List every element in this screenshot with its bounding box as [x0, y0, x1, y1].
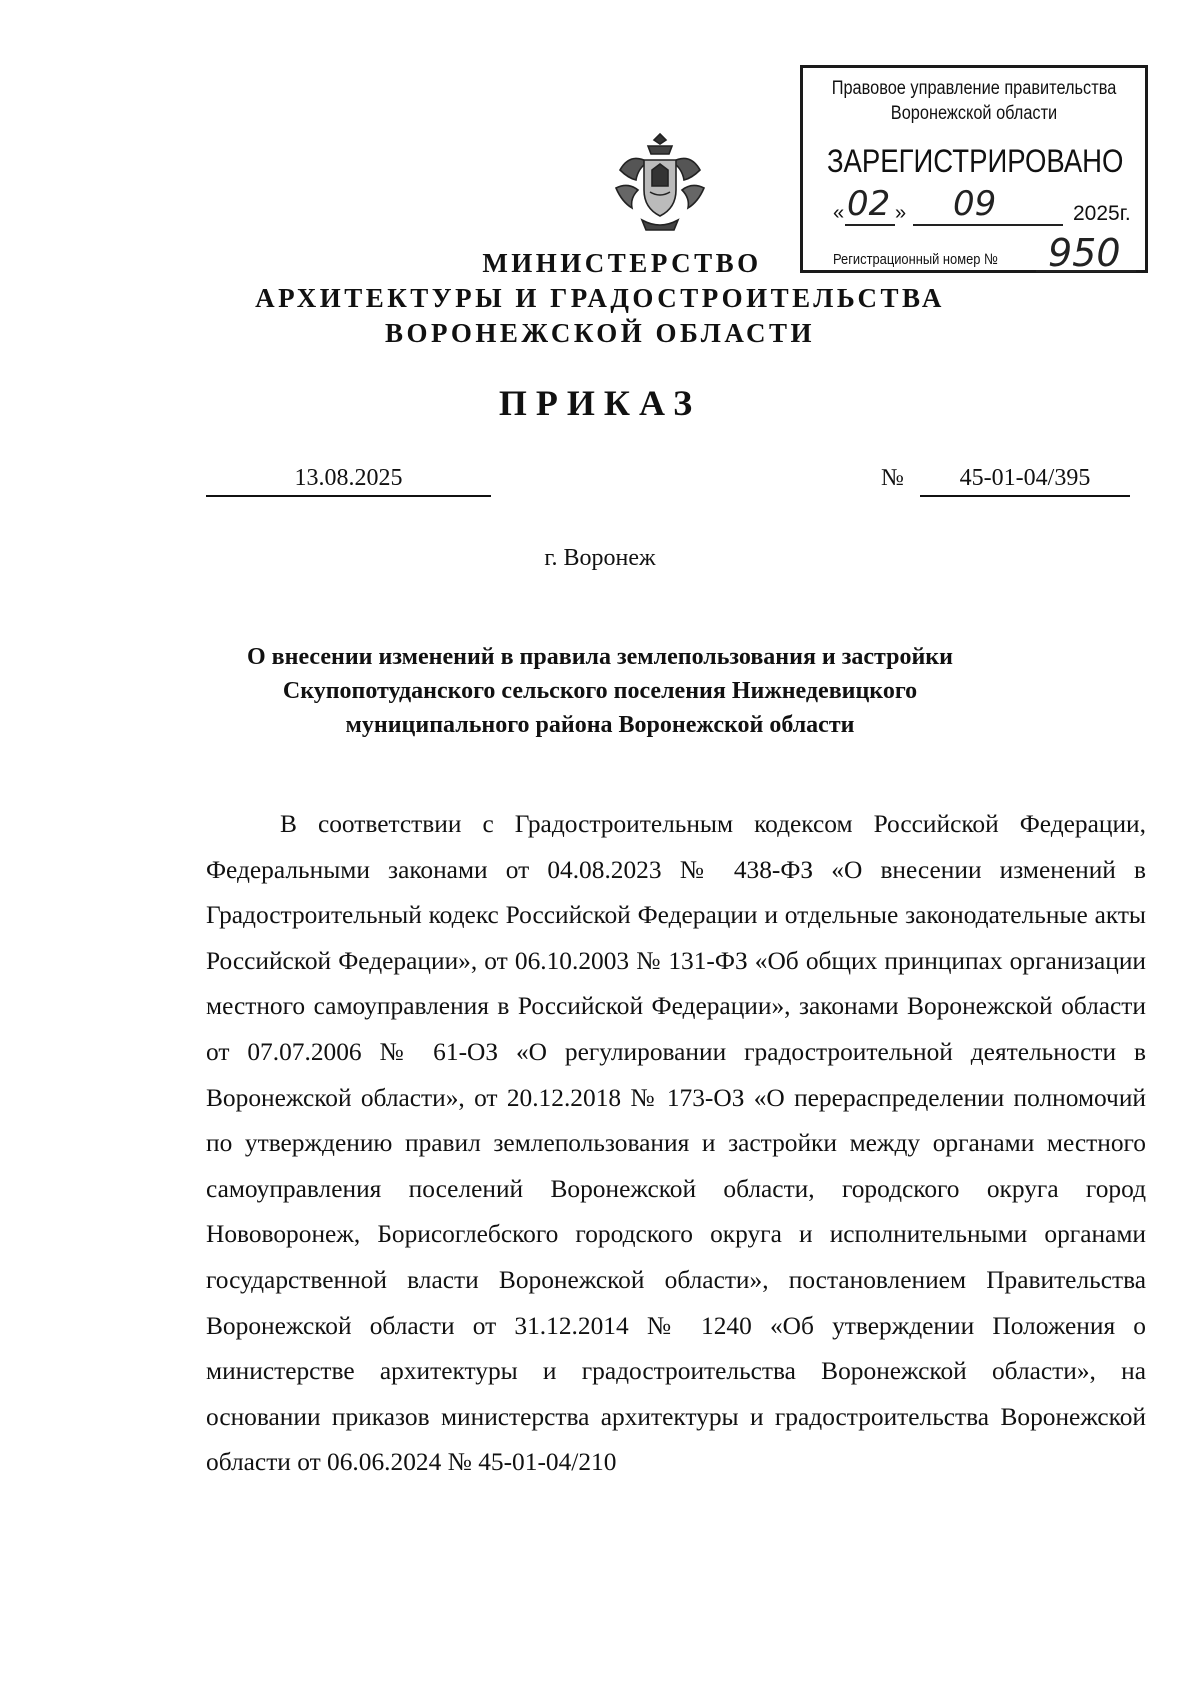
- body-paragraph: В соответствии с Градостроительным кодексом Российской Федерации, Федеральными законами от 04.08.2023 № 438-ФЗ «О внесении изменений в Градостроительный кодекс Российской Федерации и отдельные законодательные акты Российской Федерации», от 06.10.2003 № 131-ФЗ «Об общих принципах организации местного самоуправления в Российской Федерации», законами Воронежской области от 07.07.2006 № 61-ОЗ «О регулировании градостроительной деятельности в Воронежской области», от 20.12.2018 № 173-ОЗ «О перераспределении полномочий по утверждению правил землепользования и застройки между органами местного самоуправления поселений Воронежской области, городского округа город Нововоронеж, Борисоглебского городского округа и исполнительными органами государственной власти Воронежской области», постановлением Правительства Воронежской области от 31.12.2014 № 1240 «Об утверждении Положения о министерстве архитектуры и градостроительства Воронежской области», на основании приказов министерства архитектуры и градостроительства Воронежской области от 06.06.2024 № 45-01-04/210: [206, 810, 1146, 1477]
- order-number: 45-01-04/395: [959, 465, 1091, 491]
- ministry-name-line2: АРХИТЕКТУРЫ И ГРАДОСТРОИТЕЛЬСТВА: [255, 283, 945, 313]
- ministry-name-line1: МИНИСТЕРСТВО: [482, 248, 762, 278]
- stamp-date: [833, 184, 1133, 228]
- order-title: О внесении изменений в правила землепользования и застройки Скупопотуданского сельского поселения Нижнедевицкого муниципального района Воронежской области: [247, 644, 953, 738]
- stamp-reg-number: 950: [1048, 231, 1121, 275]
- coat-of-arms-icon: [612, 130, 708, 238]
- stamp-quote-open: «: [833, 202, 845, 224]
- stamp-registered-label: ЗАРЕГИСТРИРОВАНО: [826, 143, 1124, 179]
- stamp-authority-line1: Правовое управление правительства: [831, 78, 1117, 99]
- date-underline: [206, 495, 491, 497]
- document-type: ПРИКАЗ: [498, 383, 702, 423]
- stamp-authority-line2: Воронежской области: [890, 103, 1058, 124]
- number-underline: [920, 495, 1130, 497]
- stamp-month: 09: [953, 184, 997, 224]
- stamp-quote-close: »: [895, 202, 907, 224]
- city: г. Воронеж: [544, 545, 656, 571]
- ministry-name-line3: ВОРОНЕЖСКОЙ ОБЛАСТИ: [385, 318, 815, 348]
- stamp-day: 02: [847, 184, 891, 224]
- registration-stamp: [800, 65, 1148, 273]
- stamp-reg-number-label: Регистрационный номер №: [833, 251, 998, 268]
- number-sign: №: [881, 465, 904, 491]
- stamp-year: 2025г.: [1073, 202, 1131, 225]
- body-text: [206, 802, 1146, 1486]
- order-date: 13.08.2025: [294, 465, 403, 491]
